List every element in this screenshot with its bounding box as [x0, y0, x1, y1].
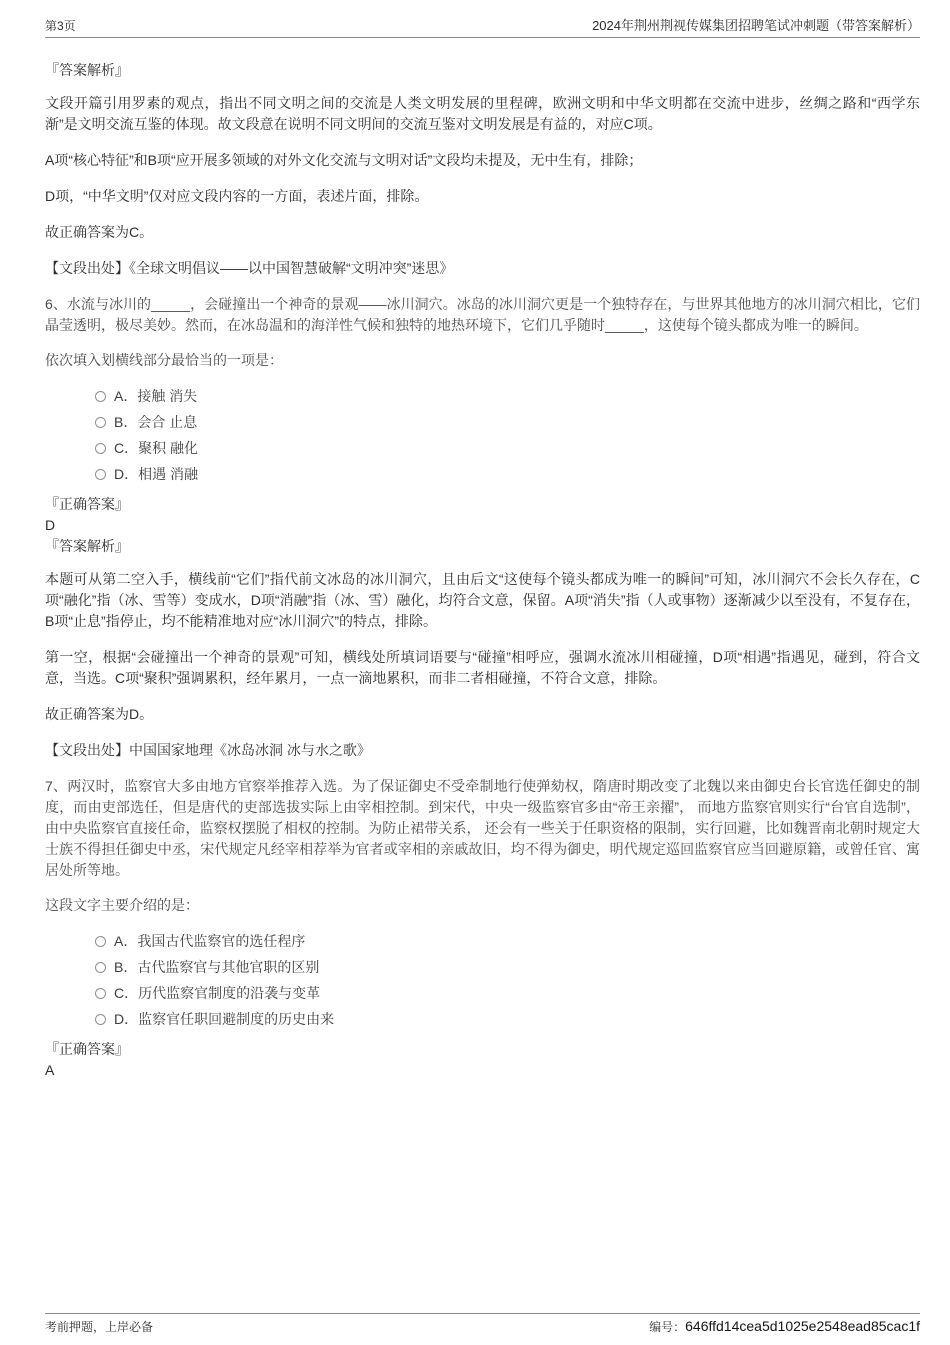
q6-option-c[interactable] — [95, 439, 920, 458]
question-7-prompt: 这段文字主要介绍的是： — [45, 897, 199, 913]
page-body — [45, 38, 920, 1081]
correct-answer-value: A — [45, 1062, 55, 1078]
radio-button[interactable] — [95, 391, 106, 402]
option-label: D．监察官任职回避制度的历史由来 — [114, 1011, 335, 1027]
question-7-section — [45, 776, 920, 1081]
correct-answer-value: D — [45, 517, 56, 533]
option-label: C．历代监察官制度的沿袭与变革 — [114, 985, 321, 1001]
question-6-section — [45, 294, 920, 761]
serial-label: 编号： — [649, 1320, 686, 1334]
radio-button[interactable] — [95, 962, 106, 973]
footer-slogan: 考前押题，上岸必备 — [45, 1320, 154, 1334]
radio-button[interactable] — [95, 417, 106, 428]
q7-option-c[interactable] — [95, 984, 920, 1003]
footer-serial — [649, 1318, 920, 1335]
serial-code: 646ffd14cea5d1025e2548ead85cac1f — [685, 1318, 920, 1334]
question-6-options — [95, 387, 920, 484]
q7-option-d[interactable] — [95, 1010, 920, 1029]
radio-button[interactable] — [95, 936, 106, 947]
question-7-options — [95, 932, 920, 1029]
conclusion-line: 故正确答案为C。 — [45, 224, 154, 240]
q6-option-b[interactable] — [95, 413, 920, 432]
radio-button[interactable] — [95, 469, 106, 480]
source-line: 【文段出处】《全球文明倡议——以中国智慧破解“文明冲突”迷思》 — [45, 260, 454, 276]
analysis-paragraph: D项，“中华文明”仅对应文段内容的一方面，表述片面，排除。 — [45, 188, 429, 204]
analysis-paragraph: 本题可从第二空入手，横线前“它们”指代前文冰岛的冰川洞穴，且由后文“这使每个镜头都成为唯一的瞬间”可知，冰川洞穴不会长久存在，C项“融化”指（冰、雪等）变成水，D项“消融”指（冰、雪）融化，均符合文意，保留。A项“消失”指（人或事物）逐渐减少以至没有，不复存在，B项“止息”指停止，均不能精准地对应“冰川洞穴”的特点，排除。 — [45, 571, 920, 629]
document-title: 2024年荆州荆视传媒集团招聘笔试冲刺题（带答案解析） — [592, 18, 920, 33]
page-header — [45, 15, 920, 38]
analysis-paragraph: 文段开篇引用罗素的观点，指出不同文明之间的交流是人类文明发展的里程碑，欧洲文明和中华文明都在交流中进步，丝绸之路和“西学东渐”是文明交流互鉴的体现。故文段意在说明不同文明间的交流互鉴对文明发展是有益的，对应C项。 — [45, 95, 920, 132]
question-6-prompt: 依次填入划横线部分最恰当的一项是： — [45, 352, 283, 368]
page-number: 第3页 — [45, 19, 76, 33]
radio-button[interactable] — [95, 443, 106, 454]
source-line: 【文段出处】中国国家地理《冰岛冰洞 冰与水之歌》 — [45, 742, 371, 758]
analysis-paragraph: A项“核心特征”和B项“应开展多领域的对外文化交流与文明对话”文段均未提及，无中生有，排除； — [45, 152, 643, 168]
option-label: A．我国古代监察官的选任程序 — [114, 933, 306, 949]
radio-button[interactable] — [95, 988, 106, 999]
question-7-stem: 7、两汉时，监察官大多由地方官察举推荐入选。为了保证御史不受牵制地行使弹劾权，隋唐时期改变了北魏以来由御史台长官选任御史的制度，而由吏部选任，但是唐代的吏部选拔实际上由宰相控制。到宋代，中央一级监察官多由“帝王亲擢”， 而地方监察官则实行“台官自选制”，由中央监察官直接任命，监察权摆脱了相权的控制。为防止裙带关系， 还会有一些关于任职资格的限制，实行回避，比如魏晋南北朝时规定大士族不得担任御史中丞，宋代规定凡经宰相荐举为官者或宰相的亲戚故旧，均不得为御史，明代规定巡回监察官应当回避原籍，或曾任官、寓居处所等地。 — [45, 778, 920, 878]
q6-option-a[interactable] — [95, 387, 920, 406]
correct-answer-label: 『正确答案』 — [45, 1041, 129, 1057]
correct-answer-label: 『正确答案』 — [45, 496, 129, 512]
question-6-stem: 6、水流与冰川的_____，会碰撞出一个神奇的景观——冰川洞穴。冰岛的冰川洞穴更是一个独特存在，与世界其他地方的冰川洞穴相比，它们晶莹透明，极尽美妙。然而，在冰岛温和的海洋性气候和独特的地热环境下，它们几乎随时_____，这使每个镜头都成为唯一的瞬间。 — [45, 296, 920, 333]
prev-question-analysis-section — [45, 60, 920, 279]
page-footer — [45, 1313, 920, 1335]
q7-option-b[interactable] — [95, 958, 920, 977]
option-label: C．聚积 融化 — [114, 440, 198, 456]
option-label: A．接触 消失 — [114, 388, 198, 404]
q6-answer-block — [45, 494, 920, 536]
radio-button[interactable] — [95, 1014, 106, 1025]
q6-option-d[interactable] — [95, 465, 920, 484]
option-label: B．古代监察官与其他官职的区别 — [114, 959, 320, 975]
analysis-paragraph: 第一空，根据“会碰撞出一个神奇的景观”可知，横线处所填词语要与“碰撞”相呼应，强调水流冰川相碰撞，D项“相遇”指遇见，碰到，符合文意，当选。C项“聚积”强调累积，经年累月，一点一滴地累积，而非二者相碰撞，不符合文意，排除。 — [45, 649, 920, 686]
option-label: B．会合 止息 — [114, 414, 198, 430]
conclusion-line: 故正确答案为D。 — [45, 706, 154, 722]
analysis-label: 『答案解析』 — [45, 538, 129, 554]
option-label: D．相遇 消融 — [114, 466, 198, 482]
q7-option-a[interactable] — [95, 932, 920, 951]
q7-answer-block — [45, 1039, 920, 1081]
analysis-label: 『答案解析』 — [45, 62, 129, 78]
